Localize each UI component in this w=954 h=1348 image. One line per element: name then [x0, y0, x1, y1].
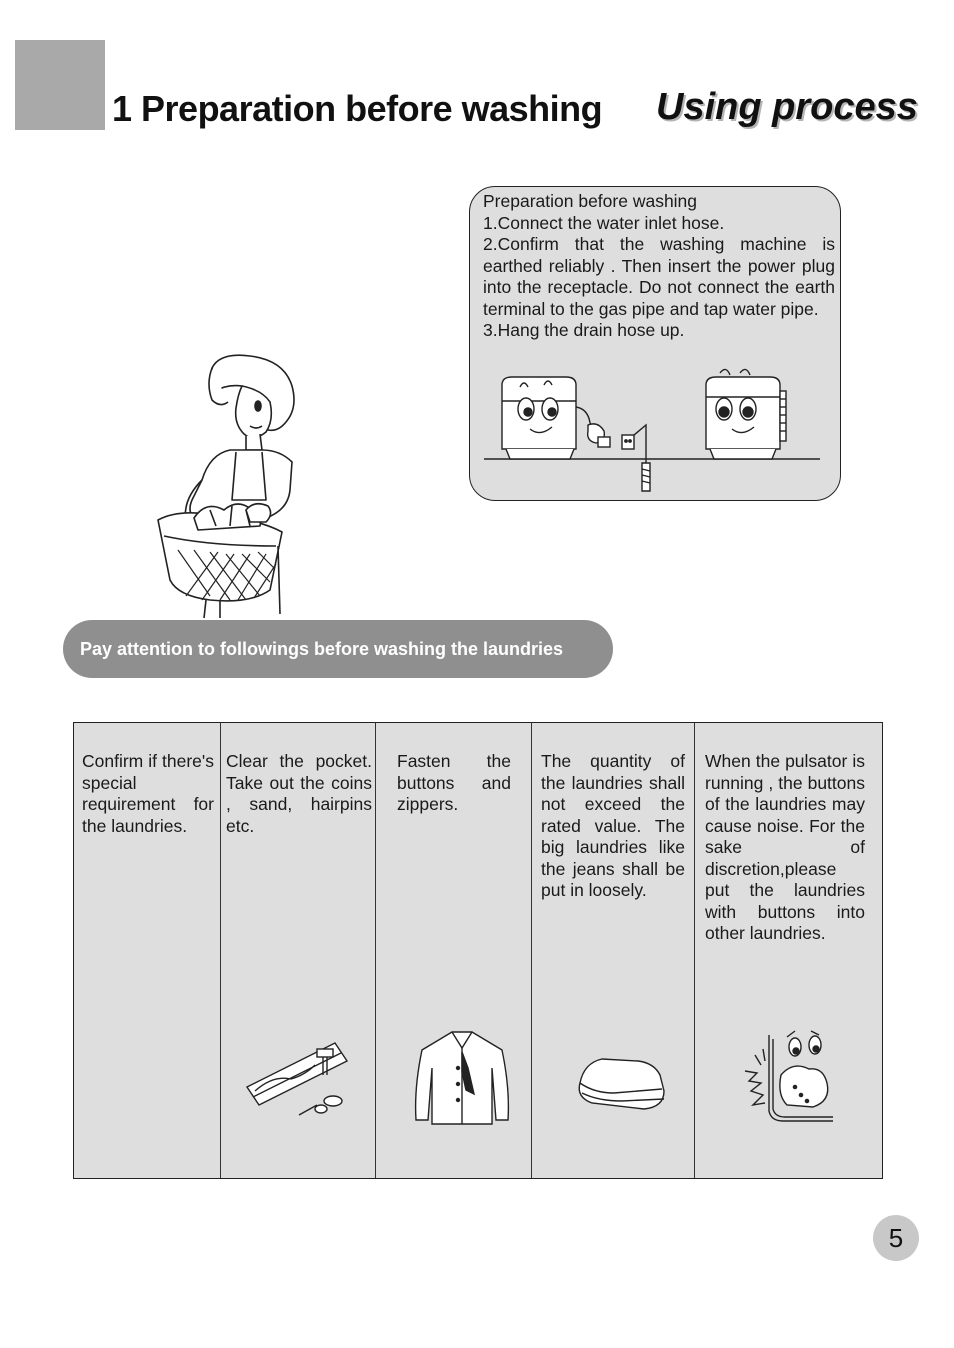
tip-cell-clear-pocket — [221, 723, 376, 1178]
section-marker-block — [15, 40, 105, 130]
preparation-box — [469, 186, 841, 501]
tip-text: When the pulsator is running , the buttons of the laundries may cause noise. For the sake of discretion,please put the laundries with buttons into other laundries. — [705, 751, 865, 943]
chapter-title: Using process — [656, 86, 918, 128]
noisy-drum-icon — [743, 1025, 839, 1129]
preparation-step-3: 3.Hang the drain hose up. — [483, 320, 685, 340]
tip-cell-special-requirement — [74, 723, 221, 1178]
laundry-tips-table — [73, 722, 883, 1179]
attention-banner: Pay attention to followings before washing the laundries — [63, 620, 613, 678]
tip-cell-pulsator-noise — [695, 723, 882, 1178]
preparation-step-2: 2.Confirm that the washing machine is earthed reliably . Then insert the power plug into the receptacle. Do not connect the earth terminal to the gas pipe and tap water pipe. — [483, 234, 835, 319]
page-number: 5 — [873, 1215, 919, 1261]
pocket-items-icon — [243, 1035, 353, 1125]
tip-text: The quantity of the laundries shall not exceed the rated value. The big laundries like the jeans shall be put in loosely. — [541, 751, 685, 900]
preparation-heading: Preparation before washing — [483, 191, 698, 211]
tip-cell-fasten-buttons — [376, 723, 532, 1178]
tip-text: Fasten the buttons and zippers. — [397, 751, 511, 814]
preparation-step-1: 1.Connect the water inlet hose. — [483, 212, 725, 233]
shirt-icon — [412, 1028, 512, 1126]
preparation-text — [483, 191, 835, 342]
tip-text: Confirm if there's special requirement for the laundries. — [82, 751, 214, 836]
folded-laundry-icon — [574, 1053, 670, 1115]
washing-machine-connection-illustration — [470, 367, 842, 497]
woman-with-laundry-basket-illustration — [150, 350, 310, 620]
tip-cell-laundry-quantity — [532, 723, 695, 1178]
tip-text: Clear the pocket. Take out the coins , sand, hairpins etc. — [226, 751, 372, 836]
section-title: 1 Preparation before washing — [112, 88, 603, 129]
